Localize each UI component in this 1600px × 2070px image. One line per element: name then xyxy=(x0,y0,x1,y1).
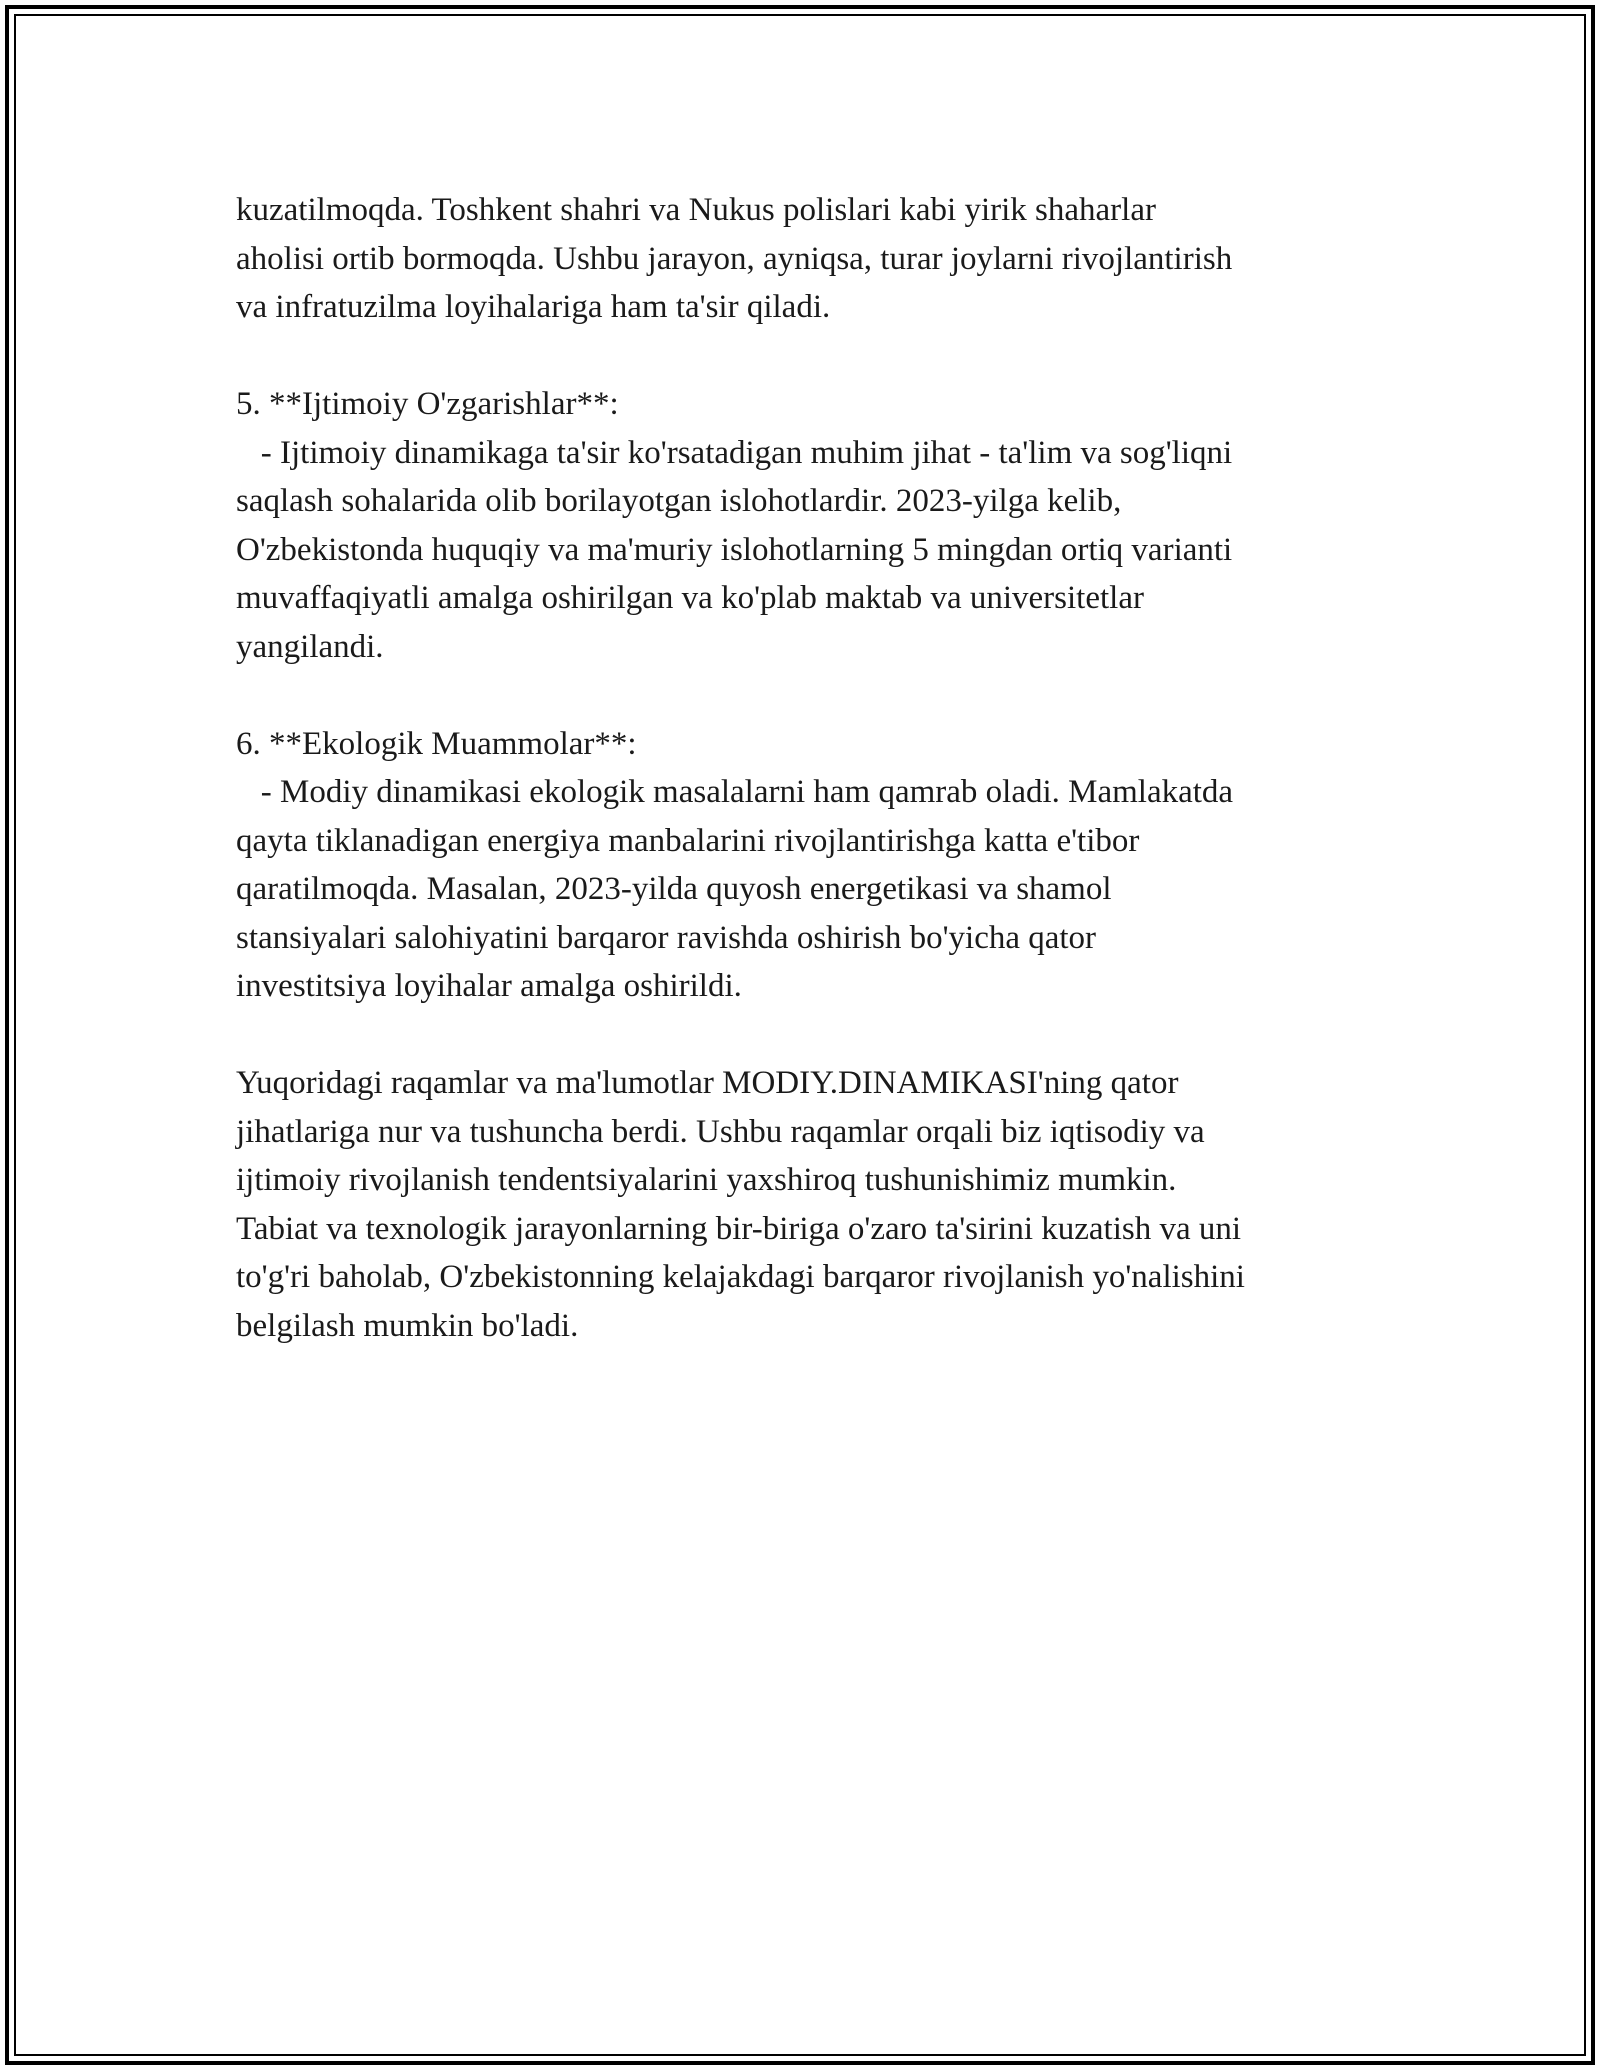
text-line: - Ijtimoiy dinamikaga ta'sir ko'rsatadigan muhim jihat - ta'lim va sog'liqni xyxy=(236,434,1233,471)
text-line: kuzatilmoqda. Toshkent shahri va Nukus polislari kabi yirik shaharlar xyxy=(236,192,1156,228)
text-line: jihatlariga nur va tushuncha berdi. Ushbu raqamlar orqali biz iqtisodiy va xyxy=(236,1113,1205,1150)
section-heading: 6. **Ekologik Muammolar**: xyxy=(236,725,637,762)
paragraph-spacer xyxy=(236,332,1376,381)
text-line: aholisi ortib bormoqda. Ushbu jarayon, ayniqsa, turar joylarni rivojlantirish xyxy=(236,240,1233,277)
text-line: qayta tiklanadigan energiya manbalarini rivojlantirishga katta e'tibor xyxy=(236,822,1140,859)
text-line: ijtimoiy rivojlanish tendentsiyalarini yaxshiroq tushunishimiz mumkin. xyxy=(236,1162,1177,1198)
text-line: qaratilmoqda. Masalan, 2023-yilda quyosh energetikasi va shamol xyxy=(236,871,1112,907)
text-line: muvaffaqiyatli amalga oshirilgan va ko'plab maktab va universitetlar xyxy=(236,580,1144,616)
document-body xyxy=(236,186,1376,1350)
text-line: investitsiya loyihalar amalga oshirildi. xyxy=(236,968,742,1004)
paragraph-conclusion xyxy=(236,1059,1376,1350)
text-line: O'zbekistonda huquqiy va ma'muriy islohotlarning 5 mingdan ortiq varianti xyxy=(236,531,1233,568)
text-line: Yuqoridagi raqamlar va ma'lumotlar MODIY.DINAMIKASI'ning qator xyxy=(236,1065,1179,1101)
section-heading: 5. **Ijtimoiy O'zgarishlar**: xyxy=(236,386,619,422)
text-line: yangilandi. xyxy=(236,628,384,665)
paragraph-spacer xyxy=(236,1011,1376,1060)
paragraph-ecological-problems xyxy=(236,720,1376,1011)
paragraph-urbanization xyxy=(236,186,1376,332)
text-line: - Modiy dinamikasi ekologik masalalarni ham qamrab oladi. Mamlakatda xyxy=(236,774,1234,810)
paragraph-spacer xyxy=(236,671,1376,720)
paragraph-social-changes xyxy=(236,380,1376,671)
text-line: belgilash mumkin bo'ladi. xyxy=(236,1307,579,1344)
text-line: Tabiat va texnologik jarayonlarning bir-biriga o'zaro ta'sirini kuzatish va uni xyxy=(236,1210,1242,1247)
text-line: saqlash sohalarida olib borilayotgan islohotlardir. 2023-yilga kelib, xyxy=(236,483,1122,519)
text-line: stansiyalari salohiyatini barqaror ravishda oshirish bo'yicha qator xyxy=(236,919,1097,956)
text-line: va infratuzilma loyihalariga ham ta'sir qiladi. xyxy=(236,289,831,325)
text-line: to'g'ri baholab, O'zbekistonning kelajakdagi barqaror rivojlanish yo'nalishini xyxy=(236,1259,1245,1295)
